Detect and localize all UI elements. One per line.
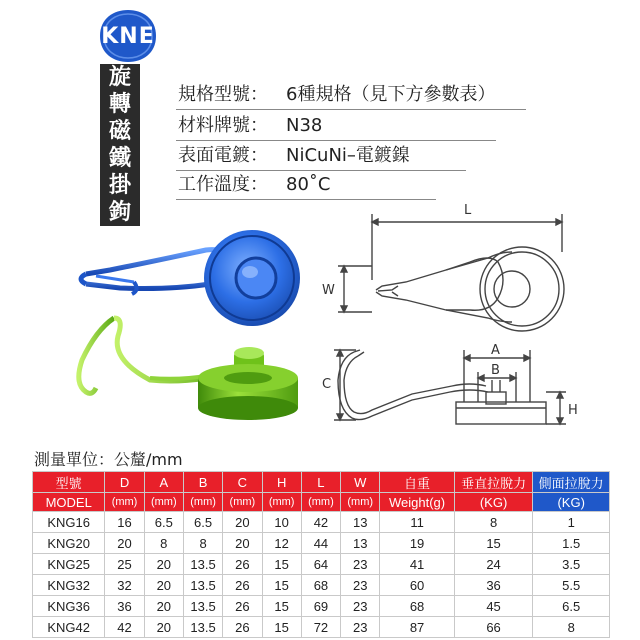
table-cell: 20	[105, 533, 144, 554]
table-cell: 64	[301, 554, 340, 575]
table-cell: 13	[341, 533, 380, 554]
header-unit-kg: (KG)	[454, 493, 533, 512]
hook-top-view-drawing	[338, 214, 564, 331]
table-cell: 13.5	[183, 596, 222, 617]
table-cell: 15	[454, 533, 533, 554]
header-side-pull: 側面拉脫力	[533, 472, 610, 493]
title-char: 鉤	[108, 200, 131, 225]
table-cell: 45	[454, 596, 533, 617]
header-model: 型號	[33, 472, 105, 493]
table-cell: 15	[262, 575, 301, 596]
spec-label: 表面電鍍：	[178, 145, 268, 166]
table-cell: 13	[341, 512, 380, 533]
table-cell: 66	[454, 617, 533, 638]
header-a: A	[144, 472, 183, 493]
table-cell: 8	[183, 533, 222, 554]
table-cell: 23	[341, 596, 380, 617]
table-cell: 23	[341, 575, 380, 596]
dim-label-L: L	[464, 203, 472, 218]
table-cell: 1.5	[533, 533, 610, 554]
table-row	[33, 533, 610, 554]
table-cell: 5.5	[533, 575, 610, 596]
dim-label-C: C	[322, 377, 332, 392]
header-unit: (mm)	[262, 493, 301, 512]
table-cell-model: KNG25	[33, 554, 105, 575]
header-unit-kg: (KG)	[533, 493, 610, 512]
title-char: 掛	[108, 173, 131, 198]
header-d: D	[105, 472, 144, 493]
header-c: C	[223, 472, 262, 493]
table-cell: 68	[301, 575, 340, 596]
spec-label: 工作溫度：	[178, 174, 268, 195]
table-cell: 23	[341, 617, 380, 638]
table-cell: 6.5	[533, 596, 610, 617]
table-cell-model: KNG16	[33, 512, 105, 533]
table-cell-model: KNG36	[33, 596, 105, 617]
table-cell: 15	[262, 596, 301, 617]
table-header-row	[33, 472, 610, 493]
header-l: L	[301, 472, 340, 493]
table-header-row	[33, 493, 610, 512]
header-unit: (mm)	[144, 493, 183, 512]
title-char: 旋	[108, 65, 131, 90]
table-cell: 72	[301, 617, 340, 638]
spec-value: NiCuNi–電鍍鎳	[286, 145, 410, 166]
spec-label: 規格型號：	[178, 84, 268, 105]
table-cell: 26	[223, 575, 262, 596]
table-row	[33, 554, 610, 575]
table-row	[33, 596, 610, 617]
title-char: 鐵	[108, 146, 131, 171]
table-cell: 25	[105, 554, 144, 575]
table-cell: 6.5	[183, 512, 222, 533]
table-cell: 68	[380, 596, 454, 617]
table-cell: 36	[105, 596, 144, 617]
brand-logo-text: KNE	[101, 23, 155, 49]
table-cell: 13.5	[183, 575, 222, 596]
unit-label: 測量單位：公釐/mm	[34, 450, 183, 469]
table-cell: 87	[380, 617, 454, 638]
table-row	[33, 512, 610, 533]
table-cell: 26	[223, 554, 262, 575]
title-char: 磁	[108, 119, 131, 144]
table-row	[33, 575, 610, 596]
spec-label: 材料牌號：	[178, 115, 268, 136]
header-b: B	[183, 472, 222, 493]
table-cell: 19	[380, 533, 454, 554]
hook-side-view-drawing	[334, 350, 566, 424]
header-unit: (mm)	[223, 493, 262, 512]
table-cell: 42	[301, 512, 340, 533]
table-cell: 60	[380, 575, 454, 596]
table-cell: 13.5	[183, 617, 222, 638]
spec-value: 80˚C	[286, 174, 331, 195]
table-cell: 20	[223, 533, 262, 554]
table-cell: 13.5	[183, 554, 222, 575]
spec-value: N38	[286, 115, 323, 136]
header-unit: (mm)	[301, 493, 340, 512]
table-cell: 10	[262, 512, 301, 533]
table-cell: 12	[262, 533, 301, 554]
dim-label-H: H	[568, 403, 578, 418]
header-w: W	[341, 472, 380, 493]
header-weight: 自重	[380, 472, 454, 493]
table-cell: 32	[105, 575, 144, 596]
table-body	[33, 512, 610, 638]
table-cell: 1	[533, 512, 610, 533]
table-cell-model: KNG42	[33, 617, 105, 638]
title-char: 轉	[108, 92, 131, 117]
header-h: H	[262, 472, 301, 493]
table-cell: 8	[533, 617, 610, 638]
table-cell: 44	[301, 533, 340, 554]
header-weight-en: Weight(g)	[380, 493, 454, 512]
header-unit: (mm)	[341, 493, 380, 512]
table-cell: 41	[380, 554, 454, 575]
table-cell-model: KNG20	[33, 533, 105, 554]
table-cell: 20	[144, 575, 183, 596]
green-hook-photo	[79, 318, 298, 420]
table-cell: 26	[223, 596, 262, 617]
table-cell: 15	[262, 617, 301, 638]
header-vertical-pull: 垂直拉脫力	[454, 472, 533, 493]
table-cell: 8	[454, 512, 533, 533]
table-cell-model: KNG32	[33, 575, 105, 596]
spec-value: 6種規格（見下方參數表）	[286, 84, 496, 105]
header-model-en: MODEL	[33, 493, 105, 512]
table-cell: 15	[262, 554, 301, 575]
header-unit: (mm)	[105, 493, 144, 512]
blue-hook-photo	[81, 230, 300, 326]
table-cell: 3.5	[533, 554, 610, 575]
table-cell: 8	[144, 533, 183, 554]
table-cell: 36	[454, 575, 533, 596]
table-cell: 6.5	[144, 512, 183, 533]
dim-label-A: A	[491, 343, 500, 358]
table-cell: 20	[144, 617, 183, 638]
table-cell: 23	[341, 554, 380, 575]
table-cell: 26	[223, 617, 262, 638]
dim-label-W: W	[322, 283, 335, 298]
table-cell: 20	[144, 554, 183, 575]
table-cell: 24	[454, 554, 533, 575]
table-cell: 42	[105, 617, 144, 638]
table-cell: 16	[105, 512, 144, 533]
table-cell: 11	[380, 512, 454, 533]
table-cell: 69	[301, 596, 340, 617]
table-cell: 20	[144, 596, 183, 617]
table-row	[33, 617, 610, 638]
header-unit: (mm)	[183, 493, 222, 512]
dim-label-B: B	[491, 363, 500, 378]
table-cell: 20	[223, 512, 262, 533]
spec-table	[32, 471, 610, 638]
